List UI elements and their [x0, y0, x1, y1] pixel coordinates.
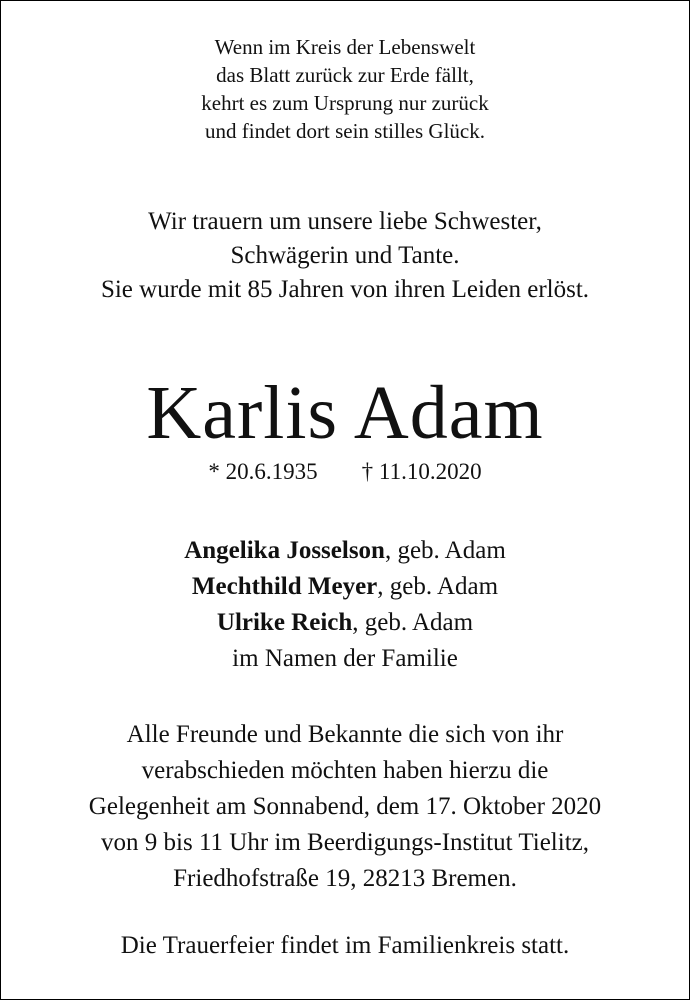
- statement-line: Sie wurde mit 85 Jahren von ihren Leiden erlöst.: [100, 276, 590, 303]
- family-member: [1, 533, 689, 569]
- statement-line: Wir trauern um unsere liebe Schwester,: [148, 208, 542, 235]
- family-member-name: Ulrike Reich: [216, 609, 353, 636]
- death-date: † 11.10.2020: [361, 459, 482, 484]
- info-line: verabschieden möchten haben hierzu die: [141, 757, 549, 784]
- family-member-name: Mechthild Meyer: [191, 573, 378, 600]
- family-member: [1, 569, 689, 605]
- statement-line: Schwägerin und Tante.: [230, 242, 460, 269]
- birth-date: * 20.6.1935: [208, 459, 318, 484]
- deceased-name: Karlis Adam: [146, 371, 544, 455]
- family-note: im Namen der Familie: [232, 645, 458, 672]
- info-line: von 9 bis 11 Uhr im Beerdigungs-Institut Tielitz,: [101, 829, 589, 856]
- poem-line: Wenn im Kreis der Lebenswelt: [214, 35, 476, 59]
- info-line: Alle Freunde und Bekannte die sich von ihr: [126, 721, 564, 748]
- farewell-info: [1, 717, 689, 897]
- funeral-note: Die Trauerfeier findet im Familienkreis statt.: [120, 932, 570, 959]
- family-signatures: [1, 533, 689, 677]
- poem-line: das Blatt zurück zur Erde fällt,: [216, 63, 474, 87]
- poem: [1, 33, 689, 145]
- poem-line: kehrt es zum Ursprung nur zurück: [201, 91, 489, 115]
- family-member-suffix: , geb. Adam: [352, 609, 474, 636]
- family-member-suffix: , geb. Adam: [377, 573, 499, 600]
- poem-line: und findet dort sein stilles Glück.: [205, 119, 485, 143]
- family-member-suffix: , geb. Adam: [384, 537, 506, 564]
- info-line: Gelegenheit am Sonnabend, dem 17. Oktober 2020: [88, 793, 602, 820]
- info-line: Friedhofstraße 19, 28213 Bremen.: [173, 865, 517, 892]
- family-member-name: Angelika Josselson: [184, 537, 385, 564]
- family-member: [1, 605, 689, 641]
- mourning-statement: [1, 205, 689, 307]
- life-dates: [1, 457, 689, 487]
